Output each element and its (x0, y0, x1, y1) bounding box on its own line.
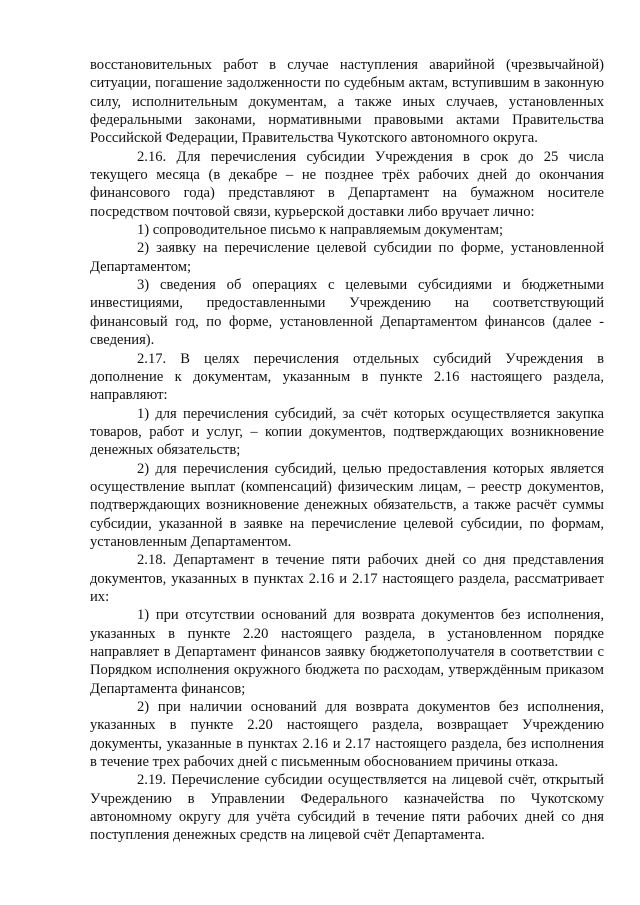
list-item-2-16-2: 2) заявку на перечисление целевой субсидии по форме, установленной Департаментом; (90, 240, 604, 275)
document-page (90, 56, 604, 845)
list-item-2-18-1: 1) при отсутствии оснований для возврата документов без исполнения, указанных в пункте 2.20 настоящего раздела, в установленном порядке направляет в Департамент финансов заявку бюджетополучателя в соответствии с Порядком исполнения окружного бюджета по расходам, утверждённым приказом Департамента финансов; (90, 607, 604, 697)
list-item-2-16-1: 1) сопроводительное письмо к направляемым документам; (137, 222, 504, 239)
paragraph-continuation: восстановительных работ в случае наступления аварийной (чрезвычайной) ситуации, погашение задолженности по судебным актам, вступившим в законную силу, исполнительным документам, а также иных случаев, установленных федеральными законами, нормативными правовыми актами Правительства Российской Федерации, Правительства Чукотского автономного округа. (90, 57, 604, 147)
list-item-2-16-3: 3) сведения об операциях с целевыми субсидиями и бюджетными инвестициями, предоставленными Учреждению на соответствующий финансовый год, по форме, установленной Департаментом финансов (далее - сведения). (90, 277, 604, 349)
list-item-2-18-2: 2) при наличии оснований для возврата документов без исполнения, указанных в пункте 2.20 настоящего раздела, возвращает Учреждению документы, указанные в пунктах 2.16 и 2.17 настоящего раздела, без исполнения в течение трех рабочих дней с письменным обоснованием причины отказа. (90, 699, 604, 771)
paragraph-2-19: 2.19. Перечисление субсидии осуществляется на лицевой счёт, открытый Учреждению в Управлении Федерального казначейства по Чукотскому автономному округу для учёта субсидий в течение пяти рабочих дней со дня поступления денежных средств на лицевой счёт Департамента. (90, 772, 604, 844)
paragraph-2-17: 2.17. В целях перечисления отдельных субсидий Учреждения в дополнение к документам, указанным в пункте 2.16 настоящего раздела, направляют: (90, 350, 604, 404)
paragraph-2-18: 2.18. Департамент в течение пяти рабочих дней со дня представления документов, указанных в пунктах 2.16 и 2.17 настоящего раздела, рассматривает их: (90, 552, 604, 605)
paragraph-2-16: 2.16. Для перечисления субсидии Учреждения в срок до 25 числа текущего месяца (в декабре – не позднее трёх рабочих дней до окончания финансового года) представляют в Департамент на бумажном носителе посредством почтовой связи, курьерской доставки либо вручает лично: (90, 148, 604, 220)
list-item-2-17-2: 2) для перечисления субсидий, целью предоставления которых является осуществление выплат (компенсаций) физическим лицам, – реестр документов, подтверждающих возникновение денежных обязательств, а также расчёт суммы субсидии, указанной в заявке на перечисление целевой субсидии, по формам, установленным Департаментом. (90, 460, 604, 550)
list-item-2-17-1: 1) для перечисления субсидий, за счёт которых осуществляется закупка товаров, работ и услуг, – копии документов, подтверждающих возникновение денежных обязательств; (90, 405, 604, 459)
